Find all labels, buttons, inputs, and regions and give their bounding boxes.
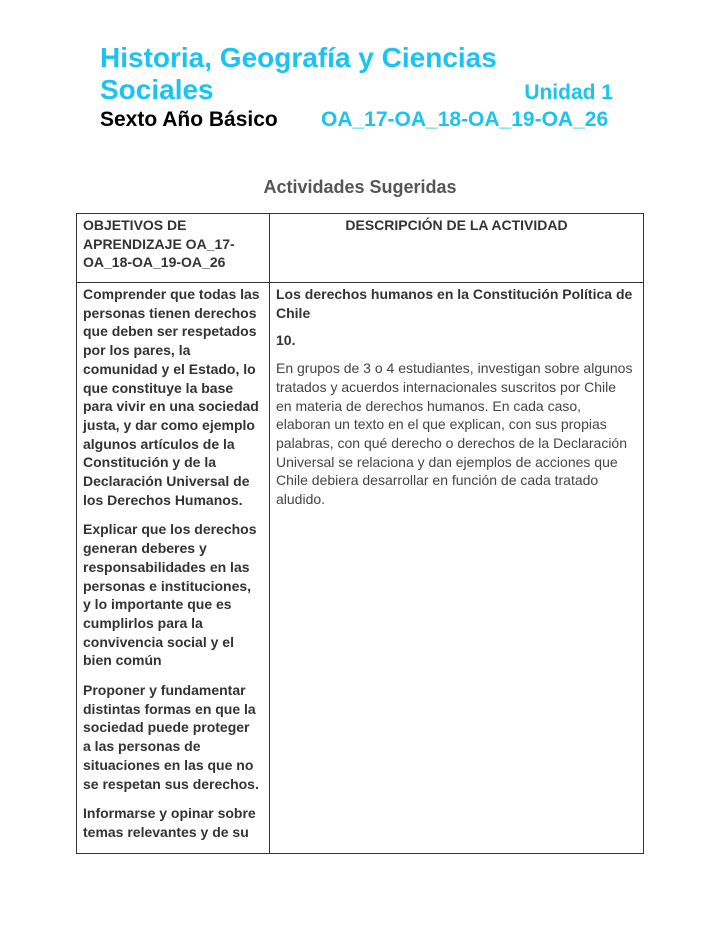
activity-number: 10. (276, 332, 296, 349)
activities-table (76, 213, 644, 854)
activity-title: Los derechos humanos en la Constitución Política de Chile (276, 286, 633, 321)
grade-label: Sexto Año Básico (100, 108, 278, 131)
description-header: DESCRIPCIÓN DE LA ACTIVIDAD (270, 214, 644, 283)
objectives-cell (77, 283, 270, 854)
unit-label: Unidad 1 (524, 81, 613, 104)
table-header-row (77, 214, 644, 283)
objective-item: Comprender que todas las personas tienen derechos que deben ser respetados por los pares, la comunidad y el Estado, lo que constituye la base para vivir en una sociedad justa, y dar como ejemplo algunos artículos de la Constitución y de la Declaración Universal de los Derechos Humanos. (83, 286, 260, 508)
table-row (77, 283, 644, 854)
activity-description: En grupos de 3 o 4 estudiantes, investigan sobre algunos tratados y acuerdos internacionales suscritos por Chile en materia de derechos humanos. En cada caso, elaboran un texto en el que explican, con sus propias palabras, con qué derecho o derechos de la Declaración Universal se relaciona y dan ejemplos de acciones que Chile debiera desarrollar en función de cada tratado aludido. (276, 360, 633, 508)
subject-title-line1: Historia, Geografía y Ciencias (100, 42, 497, 73)
objectives-header: OBJETIVOS DE APRENDIZAJE OA_17- OA_18-OA_19-OA_26 (77, 214, 270, 283)
section-title: Actividades Sugeridas (263, 177, 457, 197)
objective-item: Informarse y opinar sobre temas relevantes y de su (83, 805, 256, 840)
objective-item: Proponer y fundamentar distintas formas en que la sociedad puede proteger a las personas de situaciones en las que no se respetan sus derechos. (83, 682, 259, 792)
subject-title-line2: Sociales (100, 74, 214, 105)
activity-cell (270, 283, 644, 854)
oa-codes: OA_17-OA_18-OA_19-OA_26 (321, 108, 609, 131)
objective-item: Explicar que los derechos generan deberes y responsabilidades en las personas e instituciones, y lo importante que es cumplirlos para la convivencia social y el bien común (83, 521, 257, 669)
